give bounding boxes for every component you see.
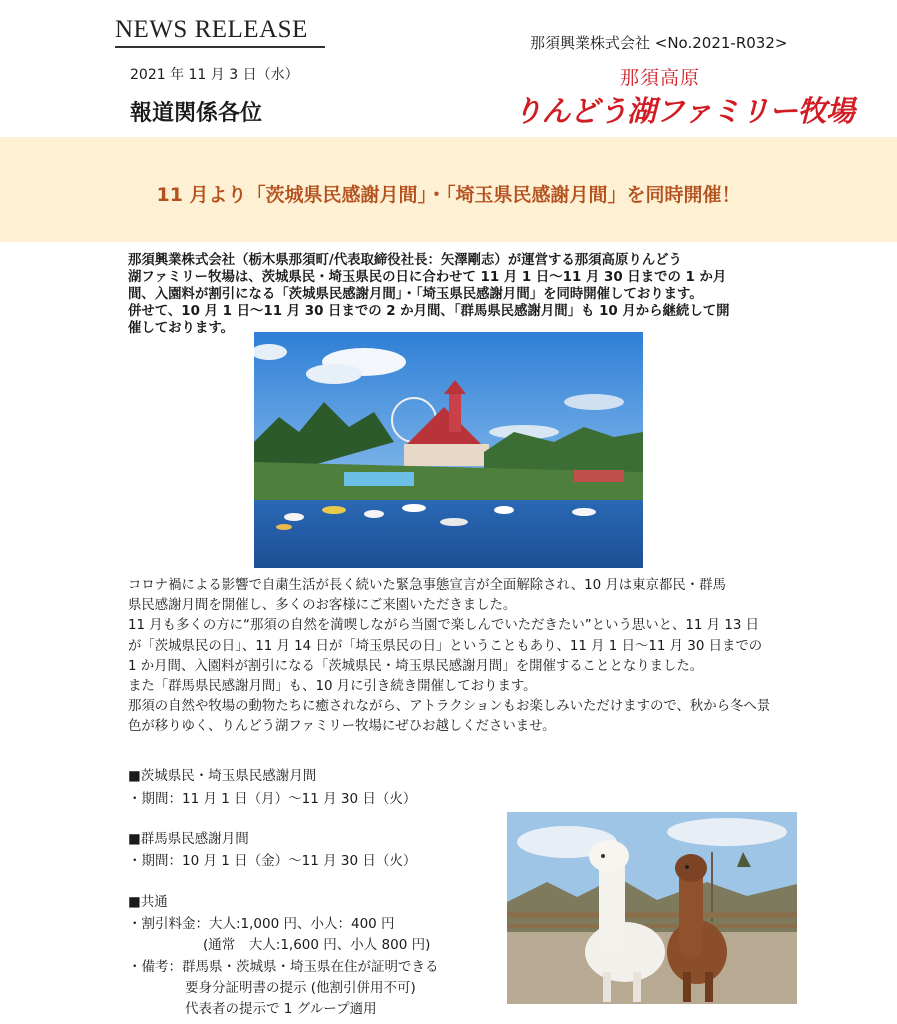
body-paragraph — [128, 576, 778, 738]
note-line: 要身分証明書の提示 (他割引併用不可) — [185, 980, 416, 996]
section-gunma-title: ■群馬県民感謝月間 — [128, 831, 249, 847]
note-line: ・備考：群馬県・茨城県・埼玉県在住が証明できる — [128, 959, 439, 975]
intro-line: 湖ファミリー牧場は、茨城県民・埼玉県民の日に合わせて 11 月 1 日～11 月 30 日までの 1 か月 — [128, 270, 727, 285]
section-ibaraki-saitama-period: ・期間：11 月 1 日（月）～11 月 30 日（火） — [128, 791, 417, 807]
alpacas-photo — [507, 812, 797, 1004]
headline: 11 月より「茨城県民感謝月間」・「埼玉県民感謝月間」を同時開催！ — [156, 184, 741, 206]
intro-line: 併せて、10 月 1 日～11 月 30 日までの 2 か月間、「群馬県民感謝月間」も 10 月から継続して開 — [128, 304, 730, 319]
intro-line: 間、入園料が割引になる「茨城県民感謝月間」・「埼玉県民感謝月間」を同時開催しております。 — [128, 287, 703, 302]
intro-paragraph — [128, 252, 778, 337]
body-line: 那須の自然や牧場の動物たちに癒されながら、アトラクションもお楽しみいただけますので、秋から冬へ景 — [128, 699, 771, 715]
discount-price: ・割引料金：大人:1,000 円、小人：400 円 — [128, 916, 395, 932]
section-gunma-period: ・期間：10 月 1 日（金）～11 月 30 日（火） — [128, 853, 417, 869]
intro-line: 催しております。 — [128, 321, 235, 336]
addressee: 報道関係各位 — [130, 101, 263, 126]
body-line: 色が移りゆく、りんどう湖ファミリー牧場にぜひお越しくださいませ。 — [128, 719, 556, 735]
body-line: また「群馬県民感謝月間」も、10 月に引き続き開催しております。 — [128, 679, 537, 695]
company-and-release-number: 那須興業株式会社 <No.2021-R032> — [530, 34, 788, 52]
release-date: 2021 年 11 月 3 日（水） — [130, 67, 299, 83]
section-ibaraki-saitama-title: ■茨城県民・埼玉県民感謝月間 — [128, 768, 317, 784]
body-line: が「茨城県民の日」、11 月 14 日が「埼玉県民の日」ということもあり、11 月 1 日～11 月 30 日までの — [128, 638, 763, 654]
note-line: 代表者の提示で 1 グループ適用 — [185, 1001, 377, 1017]
release-title: NEWS RELEASE — [115, 16, 325, 48]
logo-title: りんどう湖ファミリー牧場 — [513, 94, 855, 128]
body-line: 県民感謝月間を開催し、多くのお客様にご来園いただきました。 — [128, 598, 517, 614]
logo-subtitle: 那須高原 — [620, 68, 701, 89]
body-line: 11 月も多くの方に“那須の自然を満喫しながら当園で楽しんでいただきたい”という思いと、11 月 13 日 — [128, 618, 760, 634]
regular-price: (通常 大人:1,600 円、小人 800 円) — [203, 937, 431, 953]
lake-park-photo — [254, 332, 643, 568]
section-common-title: ■共通 — [128, 894, 168, 910]
intro-line: 那須興業株式会社（栃木県那須町/代表取締役社長：矢澤剛志）が運営する那須高原りんどう — [128, 253, 682, 268]
body-line: 1 か月間、入園料が割引になる「茨城県民・埼玉県民感謝月間」を開催することとなりました。 — [128, 658, 704, 674]
body-line: コロナ禍による影響で自粛生活が長く続いた緊急事態宣言が全面解除され、10 月は東京都民・群馬 — [128, 578, 726, 593]
